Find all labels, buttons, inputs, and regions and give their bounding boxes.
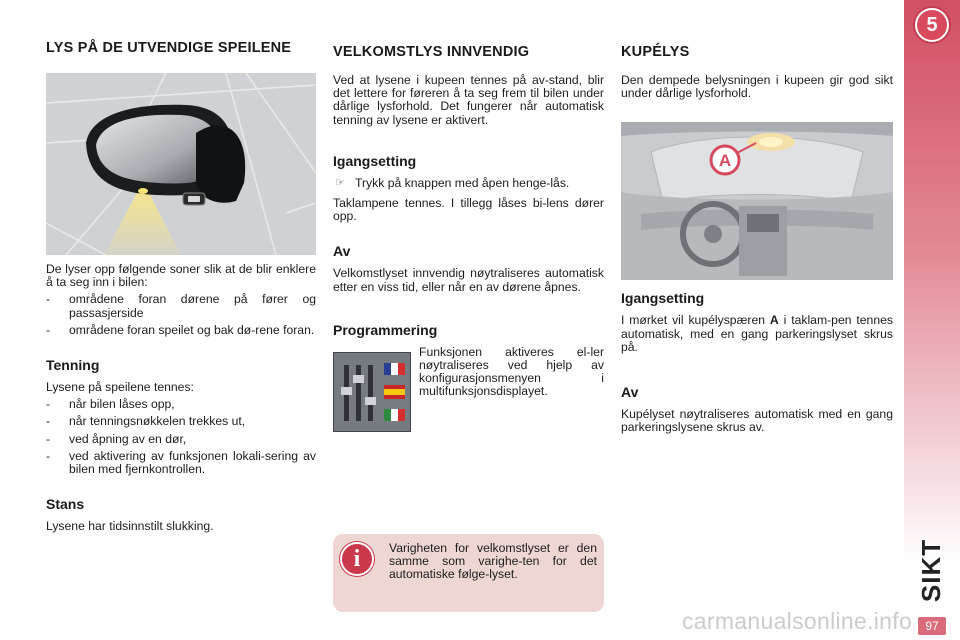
section-title-welcome-light: VELKOMSTLYS INNVENDIG: [333, 44, 530, 60]
list-item: - når tenningsnøkkelen trekkes ut,: [46, 415, 316, 428]
list-item: - når bilen låses opp,: [46, 398, 316, 411]
mirror-lights-zones-list: [46, 293, 316, 337]
tenning-intro: Lysene på speilene tennes:: [46, 380, 194, 395]
info-note-box: [333, 534, 604, 612]
list-item: - områdene foran dørene på fører og passasjerside: [46, 293, 316, 319]
watermark: carmanualsonline.info: [682, 608, 913, 634]
chapter-number-badge: 5: [915, 8, 949, 42]
courtesy-light-column: [621, 40, 893, 434]
list-item: - områdene foran speilet og bak dø-rene foran.: [46, 324, 316, 337]
list-item: - ved åpning av en dør,: [46, 433, 316, 446]
section-label: [908, 538, 956, 602]
heading-av-courtesy: Av: [621, 384, 639, 401]
section-title-mirror-lights: LYS PÅ DE UTVENDIGE SPEILENE: [46, 40, 292, 56]
heading-tenning: Tenning: [46, 357, 100, 374]
info-icon: i: [340, 542, 374, 576]
igangsetting-courtesy-text-part1: I mørket vil kupélyspæren: [621, 313, 766, 328]
settings-sliders-graphic: [334, 353, 410, 431]
mirror-illustration-svg: [46, 73, 316, 255]
av-courtesy-text: Kupélyset nøytraliseres automatisk med en gang parkeringslysene skrus av.: [621, 407, 893, 435]
exterior-mirror-lights-column: [46, 40, 316, 533]
heading-igangsetting-courtesy: Igangsetting: [621, 290, 705, 307]
page-number: 97: [918, 617, 946, 635]
cabin-illustration-svg: [621, 122, 893, 280]
interior-welcome-light-column: [333, 40, 604, 432]
heading-stans: Stans: [46, 496, 85, 513]
igangsetting-instruction-text: Trykk på knappen med åpen henge-lås.: [355, 175, 570, 190]
courtesy-light-intro: Den dempede belysningen i kupeen gir god sikt under dårlige lysforhold.: [621, 73, 893, 101]
list-item: - ved aktivering av funksjonen lokali-sering av bilen med fjernkontrollen.: [46, 450, 316, 476]
programmering-text: Funksjonen aktiveres el-ler nøytraliseres ved hjelp av konfigurasjonsmenyen i multifunksjonsdisplayet.: [419, 344, 604, 399]
chapter-side-tab: [904, 0, 960, 640]
tenning-list: [46, 398, 316, 476]
igangsetting-instruction: [333, 177, 604, 190]
lamp-reference-a: A: [769, 313, 779, 328]
mirror-lights-intro: De lyser opp følgende soner slik at de blir enklere å ta seg inn i bilen:: [46, 262, 316, 290]
info-note-text: Varigheten for velkomstlyset er den samme som varighe-ten for det automatiske følge-lyset.: [389, 541, 597, 582]
stans-text: Lysene har tidsinnstilt slukking.: [46, 519, 214, 534]
heading-igangsetting: Igangsetting: [333, 152, 417, 169]
mirror-light-illustration: [46, 73, 316, 255]
igangsetting-result: Taklampene tennes. I tillegg låses bi-lens dører opp.: [333, 196, 604, 224]
pointing-hand-icon: ☞: [335, 176, 345, 189]
cabin-interior-illustration: [621, 122, 893, 280]
welcome-light-intro: Ved at lysene i kupeen tennes på av-stand, blir det lettere for føreren å ta seg frem til bilen under dårlige lysforhold. Det fungerer når automatisk tenning av lysene er aktivert.: [333, 73, 604, 127]
igangsetting-courtesy-text-part2: i taklam-pen tennes automatisk, med en gang parkeringslyset skrus på.: [621, 313, 893, 354]
av-text: Velkomstlyset innvendig nøytraliseres automatisk etter en viss tid, eller når en av dørene åpnes.: [333, 266, 604, 294]
settings-sliders-icon: [333, 352, 411, 432]
heading-programmering: Programmering: [333, 321, 438, 338]
section-title-courtesy-light: KUPÉLYS: [621, 44, 690, 60]
heading-av: Av: [333, 243, 351, 260]
programmering-block: [333, 346, 604, 432]
callout-label-a: A: [718, 151, 732, 171]
igangsetting-courtesy-text: [621, 314, 893, 354]
section-label-text: SIKT: [916, 538, 947, 602]
